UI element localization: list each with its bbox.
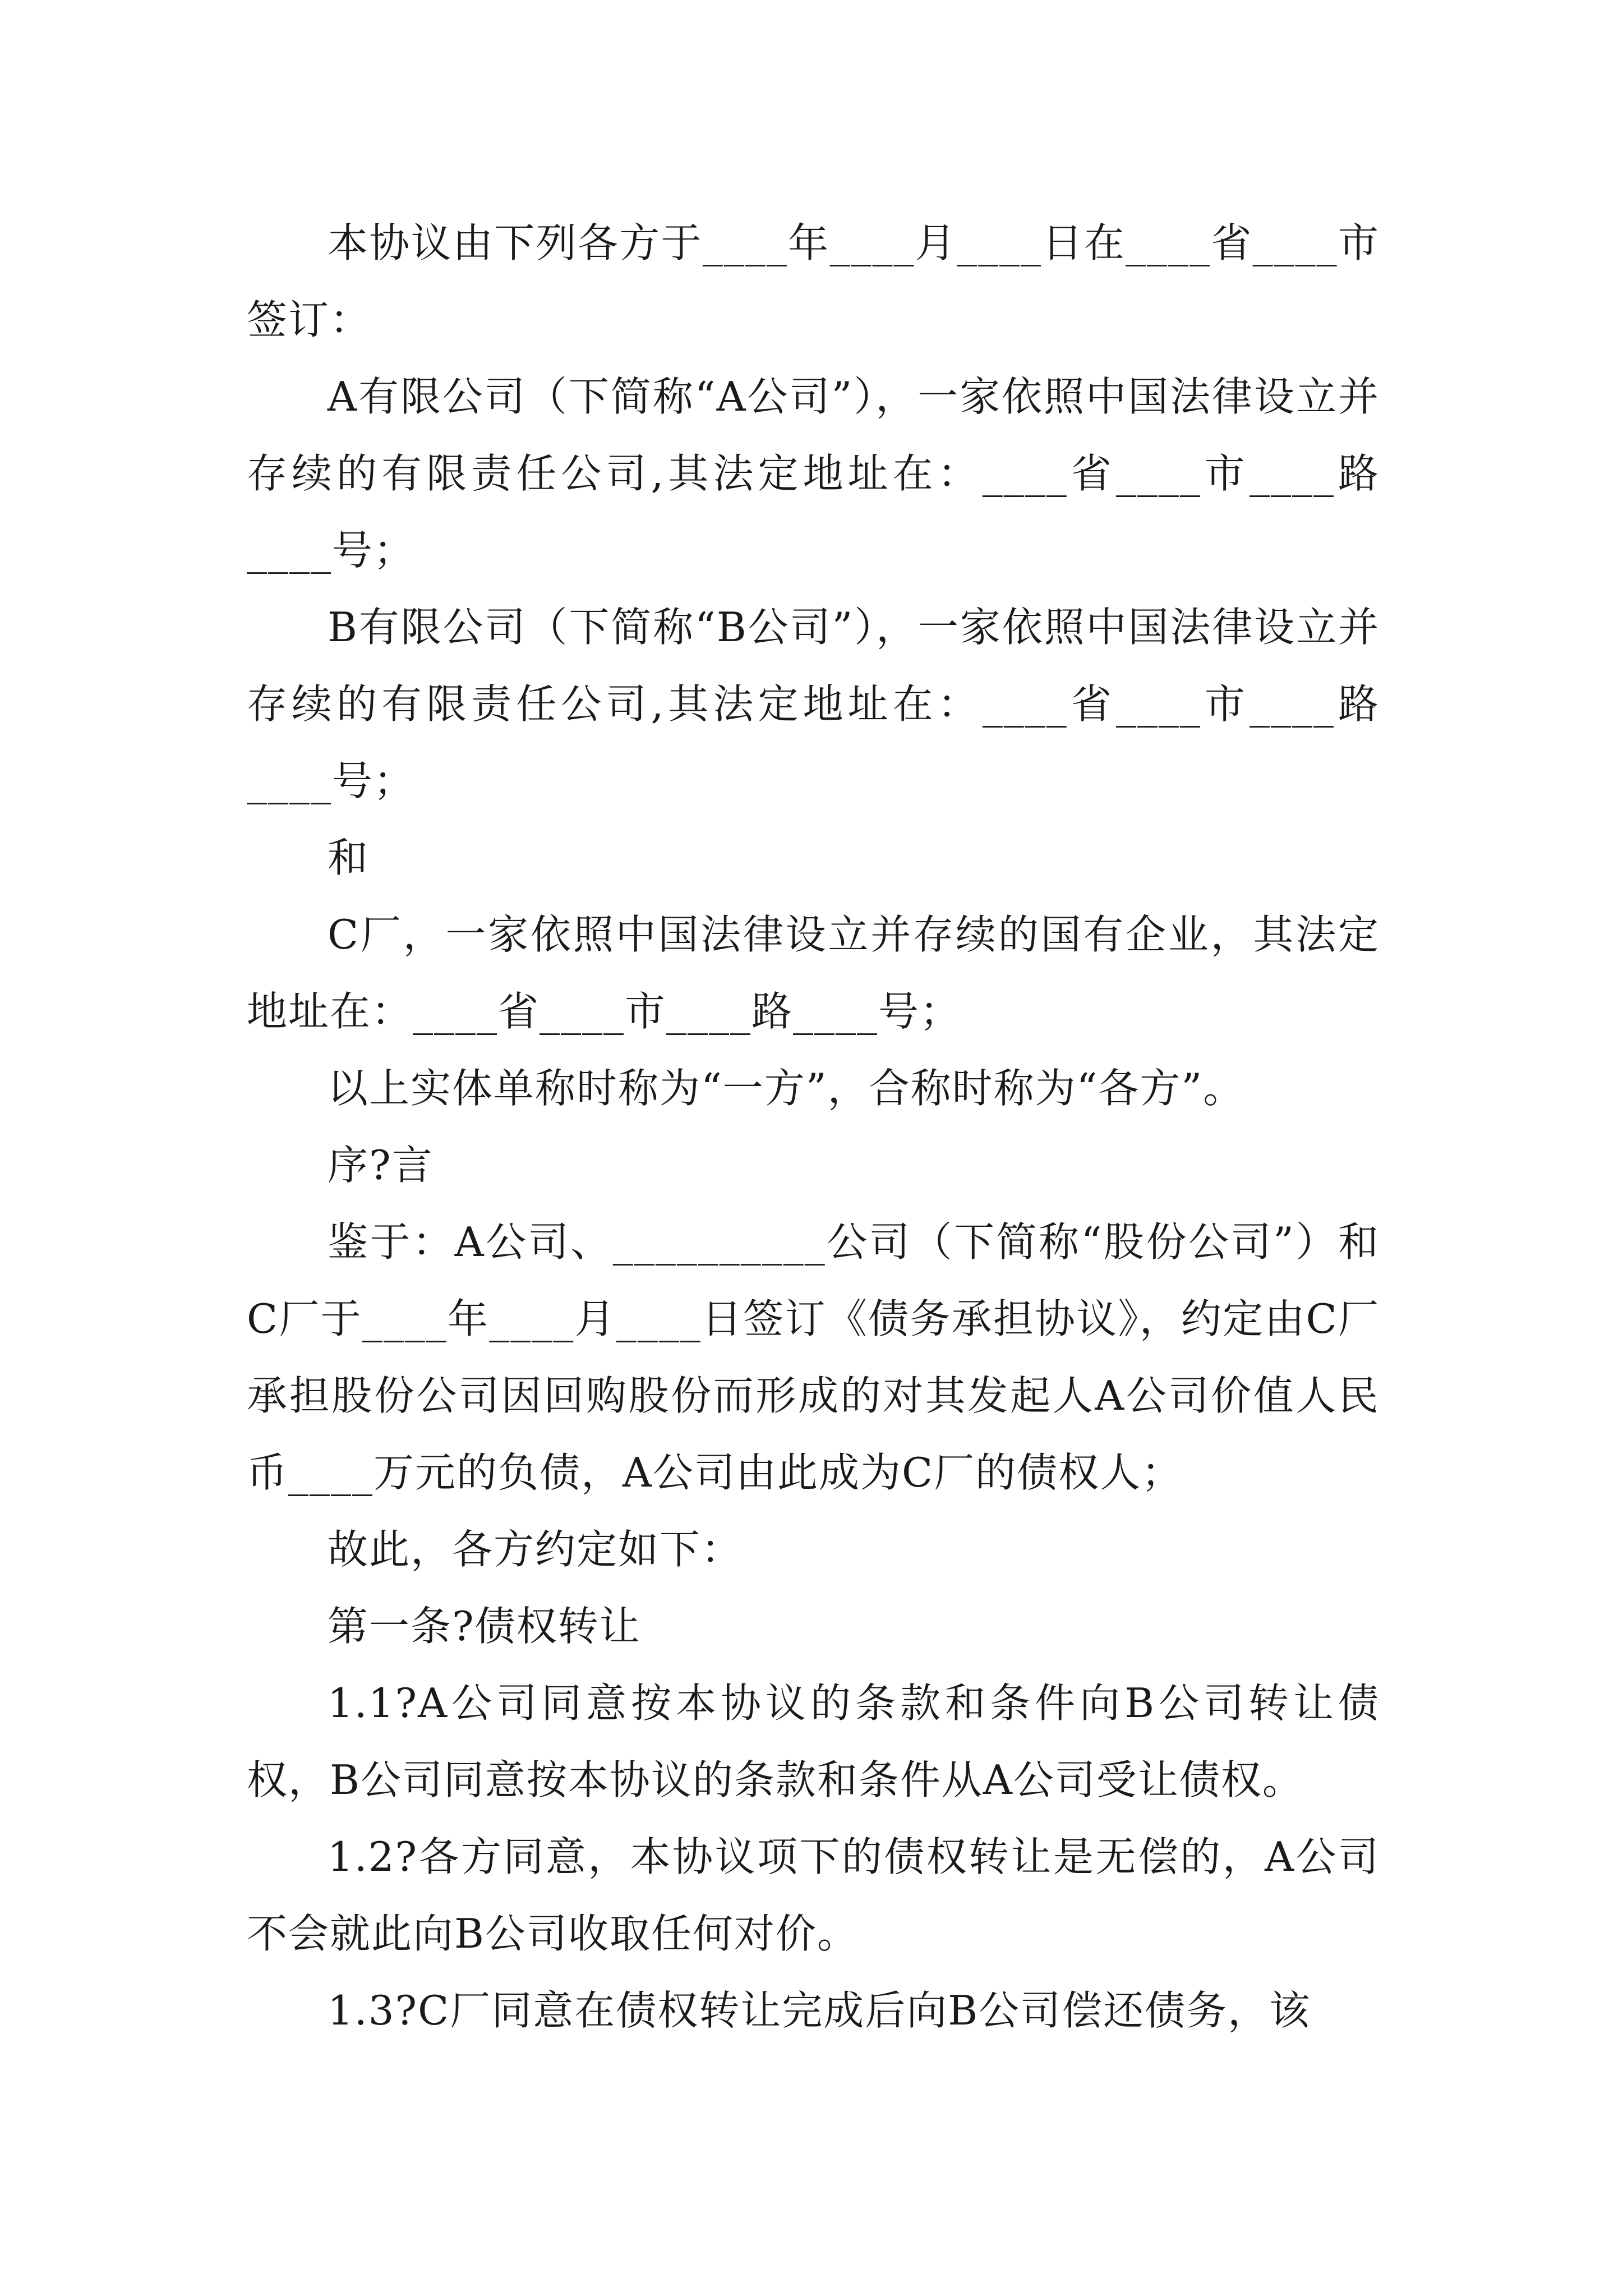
party-a-paragraph: A有限公司（下简称“A公司”），一家依照中国法律设立并存续的有限责任公司,其法定地址在：____省____市____路____号； bbox=[247, 373, 1380, 574]
conjunction-paragraph: 和 bbox=[328, 834, 370, 881]
clause-1-2: 1.2?各方同意，本协议项下的债权转让是无偿的，A公司不会就此向B公司收取任何对价。 bbox=[247, 1833, 1380, 1957]
article-1-heading: 第一条?债权转让 bbox=[328, 1603, 641, 1650]
party-c-paragraph: C厂，一家依照中国法律设立并存续的国有企业，其法定地址在：____省____市____路____号； bbox=[247, 911, 1380, 1035]
preamble-heading: 序?言 bbox=[328, 1142, 434, 1189]
document-body bbox=[247, 205, 1380, 2049]
therefore-paragraph: 故此，各方约定如下： bbox=[328, 1526, 743, 1573]
party-b-paragraph: B有限公司（下简称“B公司”），一家依照中国法律设立并存续的有限责任公司,其法定地址在：____省____市____路____号； bbox=[247, 604, 1380, 804]
signing-paragraph: 本协议由下列各方于____年____月____日在____省____市签订： bbox=[247, 219, 1380, 343]
whereas-paragraph: 鉴于：A公司、__________公司（下简称“股份公司”）和C厂于____年____月____日签订《债务承担协议》，约定由C厂承担股份公司因回购股份而形成的对其发起人A公司价值人民币____万元的负债，A公司由此成为C厂的债权人； bbox=[247, 1218, 1380, 1496]
clause-1-3: 1.3?C厂同意在债权转让完成后向B公司偿还债务，该 bbox=[328, 1987, 1311, 2034]
clause-1-1: 1.1?A公司同意按本协议的条款和条件向B公司转让债权，B公司同意按本协议的条款和条件从A公司受让债权。 bbox=[247, 1680, 1380, 1803]
definitions-paragraph: 以上实体单称时称为“一方”，合称时称为“各方”。 bbox=[328, 1065, 1245, 1112]
